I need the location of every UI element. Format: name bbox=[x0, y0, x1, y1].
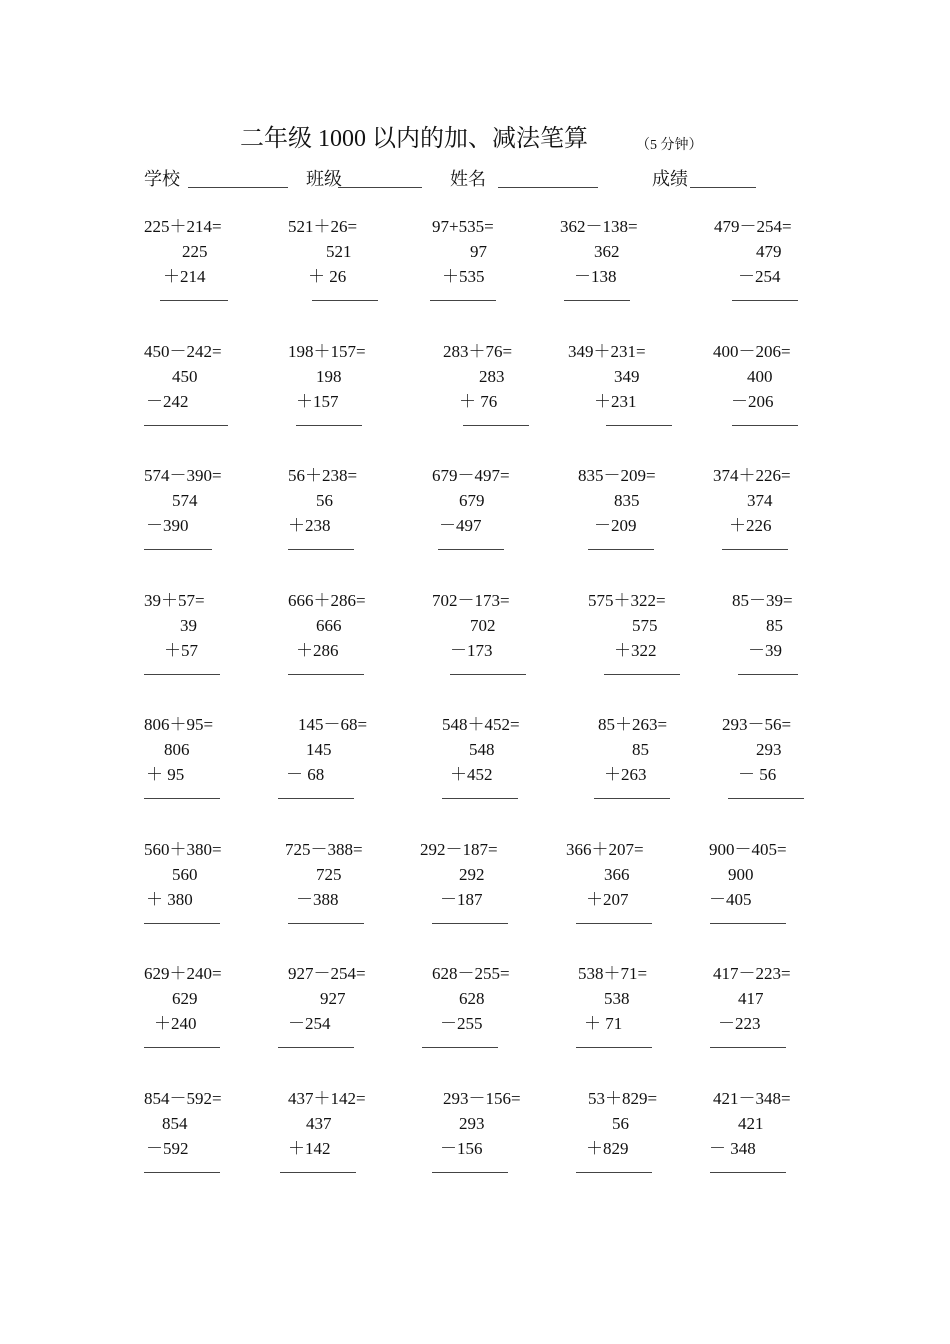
problem-bottom-operand: ＋226 bbox=[729, 516, 772, 535]
answer-line[interactable] bbox=[432, 1172, 508, 1173]
problem-bottom-operand: －206 bbox=[731, 392, 774, 411]
problem-top-operand: 835 bbox=[614, 491, 640, 510]
problem-bottom-operand: ＋157 bbox=[296, 392, 339, 411]
problem-equation[interactable]: 366＋207= bbox=[566, 840, 644, 859]
answer-line[interactable] bbox=[438, 549, 504, 550]
answer-line[interactable] bbox=[710, 1047, 786, 1048]
problem-top-operand: 575 bbox=[632, 616, 658, 635]
problem-bottom-operand: ＋207 bbox=[586, 890, 629, 909]
answer-line[interactable] bbox=[278, 1047, 354, 1048]
answer-line[interactable] bbox=[732, 300, 798, 301]
problem-top-operand: 85 bbox=[766, 616, 783, 635]
answer-line[interactable] bbox=[442, 798, 518, 799]
problem-top-operand: 806 bbox=[164, 740, 190, 759]
problem-top-operand: 854 bbox=[162, 1114, 188, 1133]
problem-equation[interactable]: 85－39= bbox=[732, 591, 793, 610]
answer-line[interactable] bbox=[728, 798, 804, 799]
problem-equation[interactable]: 854－592= bbox=[144, 1089, 222, 1108]
problem-bottom-operand: －156 bbox=[440, 1139, 483, 1158]
problem-top-operand: 56 bbox=[316, 491, 333, 510]
problem-bottom-operand: － 348 bbox=[709, 1139, 756, 1158]
problem-equation[interactable]: 900－405= bbox=[709, 840, 787, 859]
problem-bottom-operand: －39 bbox=[748, 641, 782, 660]
answer-line[interactable] bbox=[564, 300, 630, 301]
answer-line[interactable] bbox=[280, 1172, 356, 1173]
problem-bottom-operand: ＋452 bbox=[450, 765, 493, 784]
problem-equation[interactable]: 437＋142= bbox=[288, 1089, 366, 1108]
problem-equation[interactable]: 574－390= bbox=[144, 466, 222, 485]
problem-equation[interactable]: 362－138= bbox=[560, 217, 638, 236]
problem-top-operand: 417 bbox=[738, 989, 764, 1008]
problem-equation[interactable]: 400－206= bbox=[713, 342, 791, 361]
answer-line[interactable] bbox=[576, 1047, 652, 1048]
answer-line[interactable] bbox=[576, 923, 652, 924]
problem-top-operand: 628 bbox=[459, 989, 485, 1008]
problem-top-operand: 560 bbox=[172, 865, 198, 884]
score-blank[interactable] bbox=[690, 187, 756, 188]
problem-top-operand: 437 bbox=[306, 1114, 332, 1133]
problem-bottom-operand: ＋ 95 bbox=[146, 765, 185, 784]
problem-equation[interactable]: 560＋380= bbox=[144, 840, 222, 859]
problem-equation[interactable]: 702－173= bbox=[432, 591, 510, 610]
answer-line[interactable] bbox=[738, 674, 798, 675]
problem-top-operand: 679 bbox=[459, 491, 485, 510]
problem-top-operand: 548 bbox=[469, 740, 495, 759]
problem-bottom-operand: ＋829 bbox=[586, 1139, 629, 1158]
problem-bottom-operand: ＋ 71 bbox=[584, 1014, 623, 1033]
answer-line[interactable] bbox=[144, 425, 228, 426]
problem-bottom-operand: －388 bbox=[296, 890, 339, 909]
problem-bottom-operand: ＋ 76 bbox=[459, 392, 498, 411]
problem-equation[interactable]: 679－497= bbox=[432, 466, 510, 485]
problem-bottom-operand: －254 bbox=[288, 1014, 331, 1033]
problem-top-operand: 145 bbox=[306, 740, 332, 759]
problem-bottom-operand: ＋ 380 bbox=[146, 890, 193, 909]
problem-equation[interactable]: 225＋214= bbox=[144, 217, 222, 236]
problem-equation[interactable]: 53＋829= bbox=[588, 1089, 658, 1108]
problem-top-operand: 292 bbox=[459, 865, 485, 884]
problem-equation[interactable]: 666＋286= bbox=[288, 591, 366, 610]
score-label: 成绩 bbox=[652, 169, 688, 189]
problem-bottom-operand: －405 bbox=[709, 890, 752, 909]
problem-top-operand: 900 bbox=[728, 865, 754, 884]
problem-bottom-operand: ＋322 bbox=[614, 641, 657, 660]
problem-equation[interactable]: 835－209= bbox=[578, 466, 656, 485]
problem-bottom-operand: － 68 bbox=[286, 765, 325, 784]
answer-line[interactable] bbox=[144, 798, 220, 799]
problem-top-operand: 538 bbox=[604, 989, 630, 1008]
problem-bottom-operand: －187 bbox=[440, 890, 483, 909]
problem-bottom-operand: － 56 bbox=[738, 765, 777, 784]
problem-top-operand: 56 bbox=[612, 1114, 629, 1133]
school-label: 学校 bbox=[144, 169, 180, 189]
answer-line[interactable] bbox=[288, 674, 364, 675]
problem-top-operand: 39 bbox=[180, 616, 197, 635]
problem-bottom-operand: ＋238 bbox=[288, 516, 331, 535]
problem-top-operand: 666 bbox=[316, 616, 342, 635]
problem-bottom-operand: ＋231 bbox=[594, 392, 637, 411]
problem-bottom-operand: ＋214 bbox=[163, 267, 206, 286]
problem-equation[interactable]: 450－242= bbox=[144, 342, 222, 361]
problem-equation[interactable]: 85＋263= bbox=[598, 715, 668, 734]
problem-equation[interactable]: 548＋452= bbox=[442, 715, 520, 734]
problem-top-operand: 293 bbox=[756, 740, 782, 759]
name-blank[interactable] bbox=[498, 187, 598, 188]
answer-line[interactable] bbox=[732, 425, 798, 426]
problem-top-operand: 283 bbox=[479, 367, 505, 386]
problem-equation[interactable]: 479－254= bbox=[714, 217, 792, 236]
problem-bottom-operand: －242 bbox=[146, 392, 189, 411]
answer-line[interactable] bbox=[710, 1172, 786, 1173]
problem-equation[interactable]: 806＋95= bbox=[144, 715, 214, 734]
answer-line[interactable] bbox=[450, 674, 526, 675]
problem-bottom-operand: ＋535 bbox=[442, 267, 485, 286]
problem-equation[interactable]: 97+535= bbox=[432, 217, 494, 236]
problem-equation[interactable]: 628－255= bbox=[432, 964, 510, 983]
problem-equation[interactable]: 521＋26= bbox=[288, 217, 358, 236]
problem-equation[interactable]: 56＋238= bbox=[288, 466, 358, 485]
problem-top-operand: 629 bbox=[172, 989, 198, 1008]
class-blank[interactable] bbox=[338, 187, 422, 188]
problem-top-operand: 362 bbox=[594, 242, 620, 261]
answer-line[interactable] bbox=[144, 674, 220, 675]
problem-top-operand: 374 bbox=[747, 491, 773, 510]
answer-line[interactable] bbox=[144, 923, 220, 924]
problem-equation[interactable]: 39＋57= bbox=[144, 591, 205, 610]
time-limit-note: （5 分钟） bbox=[636, 138, 703, 153]
problem-bottom-operand: －254 bbox=[738, 267, 781, 286]
problem-bottom-operand: －592 bbox=[146, 1139, 189, 1158]
problem-top-operand: 97 bbox=[470, 242, 487, 261]
page-title: 二年级 1000 以内的加、减法笔算 bbox=[240, 126, 588, 152]
problem-top-operand: 521 bbox=[326, 242, 352, 261]
answer-line[interactable] bbox=[430, 300, 496, 301]
problem-bottom-operand: ＋263 bbox=[604, 765, 647, 784]
problem-equation[interactable]: 725－388= bbox=[285, 840, 363, 859]
answer-line[interactable] bbox=[312, 300, 378, 301]
answer-line[interactable] bbox=[144, 549, 212, 550]
problem-equation[interactable]: 538＋71= bbox=[578, 964, 648, 983]
problem-top-operand: 702 bbox=[470, 616, 496, 635]
problem-bottom-operand: －223 bbox=[718, 1014, 761, 1033]
problem-equation[interactable]: 145－68= bbox=[298, 715, 368, 734]
problem-top-operand: 85 bbox=[632, 740, 649, 759]
answer-line[interactable] bbox=[278, 798, 354, 799]
problem-bottom-operand: ＋286 bbox=[296, 641, 339, 660]
answer-line[interactable] bbox=[606, 425, 672, 426]
problem-bottom-operand: ＋142 bbox=[288, 1139, 331, 1158]
answer-line[interactable] bbox=[722, 549, 788, 550]
answer-line[interactable] bbox=[710, 923, 786, 924]
answer-line[interactable] bbox=[288, 549, 354, 550]
problem-equation[interactable]: 374＋226= bbox=[713, 466, 791, 485]
problem-bottom-operand: －497 bbox=[439, 516, 482, 535]
answer-line[interactable] bbox=[288, 923, 364, 924]
problem-top-operand: 225 bbox=[182, 242, 208, 261]
problem-top-operand: 421 bbox=[738, 1114, 764, 1133]
problem-equation[interactable]: 292－187= bbox=[420, 840, 498, 859]
problem-bottom-operand: －390 bbox=[146, 516, 189, 535]
answer-line[interactable] bbox=[144, 1172, 220, 1173]
answer-line[interactable] bbox=[296, 425, 362, 426]
answer-line[interactable] bbox=[422, 1047, 498, 1048]
problem-equation[interactable]: 293－56= bbox=[722, 715, 792, 734]
answer-line[interactable] bbox=[576, 1172, 652, 1173]
problem-bottom-operand: －209 bbox=[594, 516, 637, 535]
answer-line[interactable] bbox=[463, 425, 529, 426]
school-blank[interactable] bbox=[188, 187, 288, 188]
problem-top-operand: 725 bbox=[316, 865, 342, 884]
problem-equation[interactable]: 293－156= bbox=[443, 1089, 521, 1108]
problem-bottom-operand: －173 bbox=[450, 641, 493, 660]
problem-top-operand: 400 bbox=[747, 367, 773, 386]
problem-equation[interactable]: 349＋231= bbox=[568, 342, 646, 361]
answer-line[interactable] bbox=[594, 798, 670, 799]
problem-top-operand: 293 bbox=[459, 1114, 485, 1133]
answer-line[interactable] bbox=[144, 1047, 220, 1048]
problem-bottom-operand: ＋57 bbox=[164, 641, 198, 660]
answer-line[interactable] bbox=[604, 674, 680, 675]
class-label: 班级 bbox=[306, 169, 342, 189]
problem-bottom-operand: －255 bbox=[440, 1014, 483, 1033]
problem-equation[interactable]: 417－223= bbox=[713, 964, 791, 983]
problem-equation[interactable]: 927－254= bbox=[288, 964, 366, 983]
answer-line[interactable] bbox=[588, 549, 654, 550]
problem-equation[interactable]: 629＋240= bbox=[144, 964, 222, 983]
problem-equation[interactable]: 283＋76= bbox=[443, 342, 513, 361]
name-label: 姓名 bbox=[450, 169, 486, 189]
problem-bottom-operand: ＋240 bbox=[154, 1014, 197, 1033]
answer-line[interactable] bbox=[160, 300, 228, 301]
problem-bottom-operand: －138 bbox=[574, 267, 617, 286]
problem-top-operand: 479 bbox=[756, 242, 782, 261]
problem-top-operand: 450 bbox=[172, 367, 198, 386]
problem-equation[interactable]: 421－348= bbox=[713, 1089, 791, 1108]
problem-top-operand: 198 bbox=[316, 367, 342, 386]
problem-bottom-operand: ＋ 26 bbox=[308, 267, 347, 286]
problem-top-operand: 574 bbox=[172, 491, 198, 510]
problem-equation[interactable]: 575＋322= bbox=[588, 591, 666, 610]
answer-line[interactable] bbox=[432, 923, 508, 924]
problem-top-operand: 349 bbox=[614, 367, 640, 386]
problem-equation[interactable]: 198＋157= bbox=[288, 342, 366, 361]
problem-top-operand: 927 bbox=[320, 989, 346, 1008]
problem-top-operand: 366 bbox=[604, 865, 630, 884]
